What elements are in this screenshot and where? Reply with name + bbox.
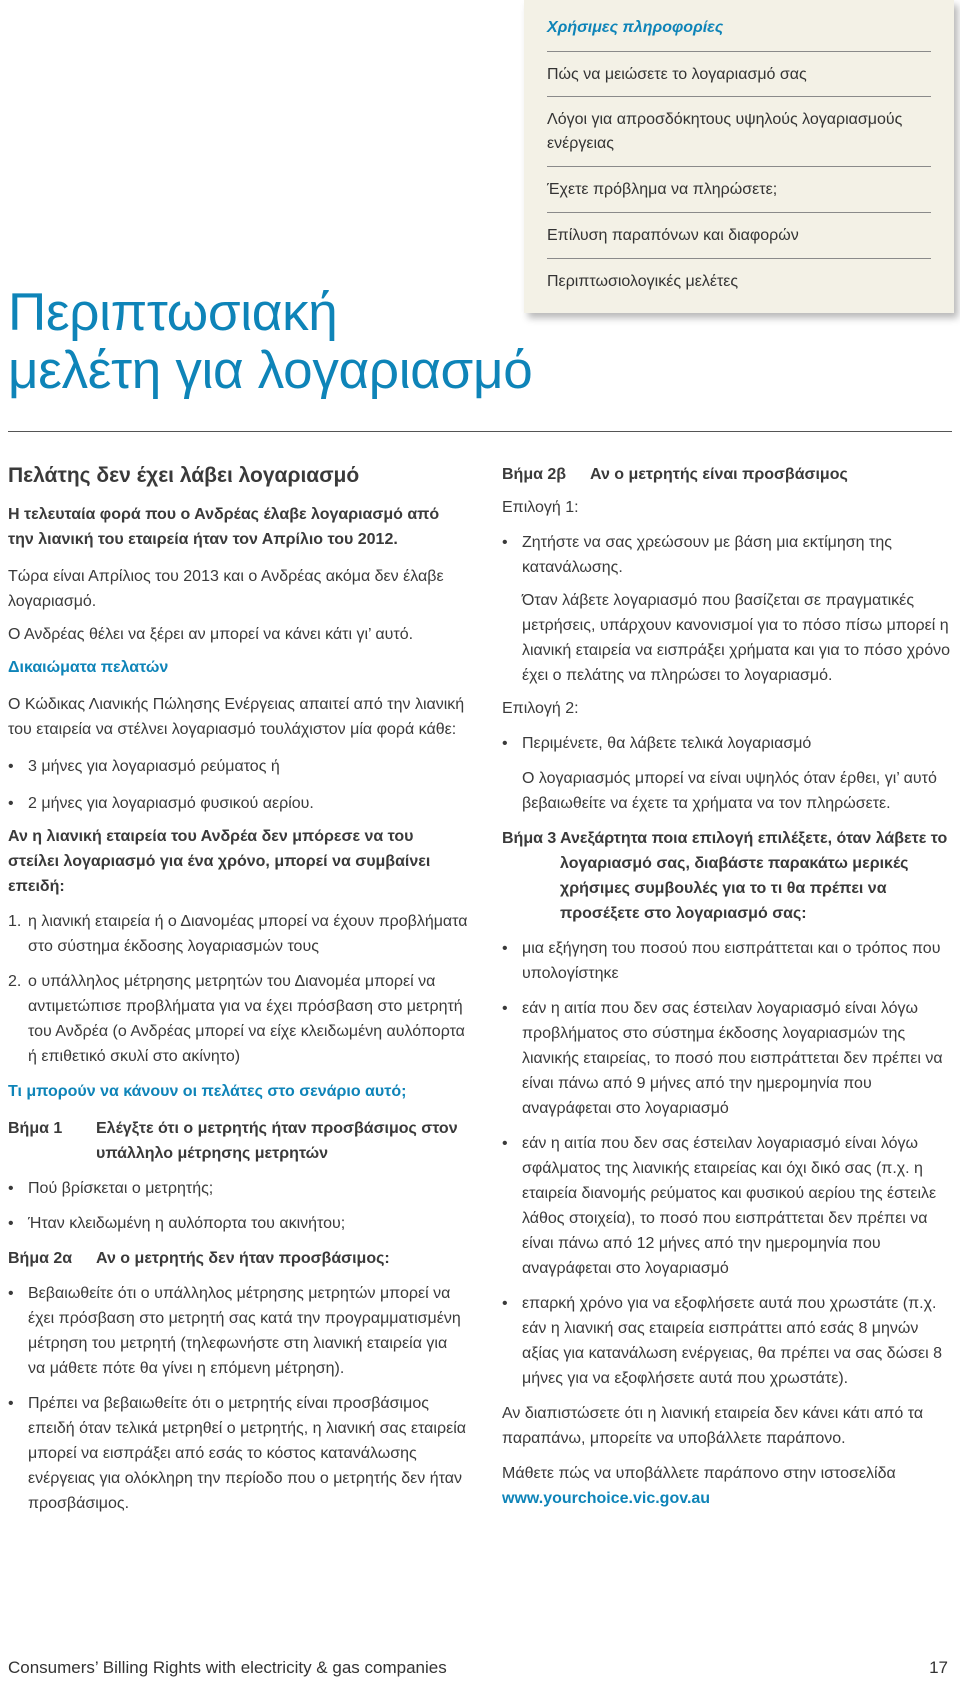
- list-item: • εάν η αιτία που δεν σας έστειλαν λογαριασμό είναι λόγω προβλήματος στο σύστημα έκδοσης λογαριασμών της λιανικής εταιρείας, το ποσό που εισπράττεται δεν πρέπει να είναι πάνω από 9 μήνες από την ημερομηνία που αναγράφεται στο λογαριασμό: [502, 996, 952, 1121]
- step-label: Βήμα 1: [8, 1120, 63, 1137]
- sidebar-item-complaints[interactable]: Επίλυση παραπόνων και διαφορών: [547, 227, 799, 244]
- website-link[interactable]: www.yourchoice.vic.gov.au: [502, 1490, 711, 1507]
- step-3: [502, 826, 952, 926]
- left-column: [8, 462, 468, 1516]
- rights-text: Ο Κώδικας Λιανικής Πώλησης Ενέργειας απαιτεί από την λιανική του εταιρεία να στέλνει λογαριασμό τουλάχιστον μία φορά κάθε:: [8, 696, 465, 738]
- useful-info-box: [524, 0, 954, 313]
- step-2b: [502, 462, 952, 487]
- page-title: [8, 284, 532, 400]
- divider: [547, 51, 931, 52]
- step-text: Ανεξάρτητα ποια επιλογή επιλέξετε, όταν λάβετε το λογαριασμό σας, διαβάστε παρακάτω μερικές χρήσιμες συμβουλές για το τι θα πρέπει να προσέξετε στο λογαριασμό σας:: [560, 830, 948, 922]
- list-item: • Πού βρίσκεται ο μετρητής;: [8, 1176, 468, 1201]
- divider: [547, 258, 931, 259]
- divider: [547, 166, 931, 167]
- list-number: 1.: [8, 913, 22, 930]
- why-heading: Αν η λιανική εταιρεία του Ανδρέα δεν μπόρεσε να του στείλει λογαριασμό για ένα χρόνο, μπορεί να συμβαίνει επειδή:: [8, 828, 431, 895]
- list-item: • Ζητήστε να σας χρεώσουν με βάση μια εκτίμηση της κατανάλωσης.: [502, 530, 952, 580]
- page-title-line1: Περιπτωσιακή: [8, 283, 338, 342]
- rights-heading: Δικαιώματα πελατών: [8, 659, 169, 676]
- list-item: • Ήταν κλειδωμένη η αυλόπορτα του ακινήτου;: [8, 1211, 468, 1236]
- step-text: Αν ο μετρητής δεν ήταν προσβάσιμος:: [96, 1250, 390, 1267]
- step-1: [8, 1116, 468, 1166]
- step-label: Βήμα 3: [502, 830, 557, 847]
- header-divider: [8, 431, 952, 432]
- list-item: [8, 909, 468, 959]
- footer-title: Consumers’ Billing Rights with electricity & gas companies: [8, 1658, 447, 1677]
- option-label: Επιλογή 1:: [502, 499, 579, 516]
- list-item: • Βεβαιωθείτε ότι ο υπάλληλος μέτρησης μετρητών μπορεί να έχει πρόσβαση στο μετρητή σας κατά την προγραμματισμένη μέτρηση του μετρητή (τηλεφωνήστε στη λιανική εταιρεία για να μάθετε πότε θα γίνει η επόμενη μέτρηση).: [8, 1281, 468, 1381]
- right-column: [502, 462, 952, 1511]
- complaint-text: Αν διαπιστώσετε ότι η λιανική εταιρεία δεν κάνει κάτι από τα παραπάνω, μπορείτε να υποβάλλετε παράπονο.: [502, 1405, 924, 1447]
- step-text: Ελέγξτε ότι ο μετρητής ήταν προσβάσιμος στον υπάλληλο μέτρησης μετρητών: [96, 1120, 458, 1162]
- option-note: Όταν λάβετε λογαριασμό που βασίζεται σε πραγματικές μετρήσεις, υπάρχουν κανονισμοί για το πόσο πίσω μπορεί η λιανική εταιρεία να εισπράξει χρήματα και για το πόσο χρόνο έχει ο πελάτης να πληρώσει το λογαριασμό.: [522, 592, 951, 684]
- list-number: 2.: [8, 973, 22, 990]
- list-item: • Περιμένετε, θα λάβετε τελικά λογαριασμό: [502, 731, 952, 756]
- list-text: η λιανική εταιρεία ή ο Διανομέας μπορεί να έχουν προβλήματα στο σύστημα έκδοσης λογαριασμών τους: [28, 913, 468, 955]
- list-item: • επαρκή χρόνο για να εξοφλήσετε αυτά που χρωστάτε (π.χ. εάν η λιανική σας εταιρεία εισπράττει από εσάς 8 μηνών αξίας για κατανάλωση ενέργειας, θα πρέπει να σας δώσει 8 μήνες για να εξοφλήσετε αυτά που χρωστάτε).: [502, 1291, 952, 1391]
- page-title-line2: μελέτη για λογαριασμό: [8, 341, 533, 400]
- sidebar-item-reduce-bill[interactable]: Πώς να μειώσετε το λογαριασμό σας: [547, 66, 807, 83]
- useful-info-title: Χρήσιμες πληροφορίες: [547, 19, 724, 36]
- list-text: ο υπάλληλος μέτρησης μετρητών του Διανομέα μπορεί να αντιμετώπισε προβλήματα για να έχει πρόσβαση στο μετρητή του Ανδρέα (ο Ανδρέας μπορεί να είχε κλειδωμένη αυλόπορτα ή επιθετικό σκυλί στο ακίνητο): [28, 973, 465, 1065]
- option-note: Ο λογαριασμός μπορεί να είναι υψηλός όταν έρθει, γι’ αυτό βεβαιωθείτε να έχετε τα χρήματα να τον πληρώσετε.: [522, 770, 937, 812]
- paragraph: Τώρα είναι Απρίλιος του 2013 και ο Ανδρέας ακόμα δεν έλαβε λογαριασμό.: [8, 568, 444, 610]
- step-text: Αν ο μετρητής είναι προσβάσιμος: [590, 466, 848, 483]
- step-label: Βήμα 2α: [8, 1250, 73, 1267]
- sidebar-item-high-bills[interactable]: Λόγοι για απροσδόκητους υψηλούς λογαριασμούς ενέργειας: [547, 111, 903, 152]
- step-2a: [8, 1246, 468, 1271]
- action-heading: Τι μπορούν να κάνουν οι πελάτες στο σενάριο αυτό;: [8, 1083, 407, 1100]
- intro-bold: Η τελευταία φορά που ο Ανδρέας έλαβε λογαριασμό από την λιανική του εταιρεία ήταν τον Απρίλιο του 2012.: [8, 506, 440, 548]
- list-item: • 2 μήνες για λογαριασμό φυσικού αερίου.: [8, 791, 468, 816]
- step-label: Βήμα 2β: [502, 466, 567, 483]
- list-item: • Πρέπει να βεβαιωθείτε ότι ο μετρητής είναι προσβάσιμος επειδή όταν τελικά μετρηθεί ο μετρητής, η λιανική σας εταιρεία μπορεί να εισπράξει από εσάς το κόστος κατανάλωσης ενέργειας για ολόκληρη την περίοδο που ο μετρητής δεν ήταν προσβάσιμος.: [8, 1391, 468, 1516]
- list-item: • μια εξήγηση του ποσού που εισπράττεται και ο τρόπος που υπολογίστηκε: [502, 936, 952, 986]
- learn-text: Μάθετε πώς να υποβάλλετε παράπονο στην ιστοσελίδα: [502, 1465, 896, 1482]
- paragraph: Ο Ανδρέας θέλει να ξέρει αν μπορεί να κάνει κάτι γι’ αυτό.: [8, 626, 414, 643]
- section-heading: Πελάτης δεν έχει λάβει λογαριασμό: [8, 464, 360, 487]
- sidebar-item-trouble-paying[interactable]: Έχετε πρόβλημα να πληρώσετε;: [547, 181, 778, 198]
- sidebar-item-case-studies[interactable]: Περιπτωσιολογικές μελέτες: [547, 273, 739, 290]
- list-item: • εάν η αιτία που δεν σας έστειλαν λογαριασμό είναι λόγω σφάλματος της λιανικής εταιρείας και όχι δικό σας (π.χ. η εταιρεία διανομής ρεύματος και φυσικού αερίου της έστειλε λάθος στοιχεία), το ποσό που εισπράττεται δεν πρέπει να είναι πάνω από 12 μήνες από την ημερομηνία που αναγράφεται στο λογαριασμό: [502, 1131, 952, 1281]
- page-number: 17: [929, 1658, 948, 1677]
- divider: [547, 96, 931, 97]
- list-item: • 3 μήνες για λογαριασμό ρεύματος ή: [8, 754, 468, 779]
- list-item: [8, 969, 468, 1069]
- option-label: Επιλογή 2:: [502, 700, 579, 717]
- divider: [547, 212, 931, 213]
